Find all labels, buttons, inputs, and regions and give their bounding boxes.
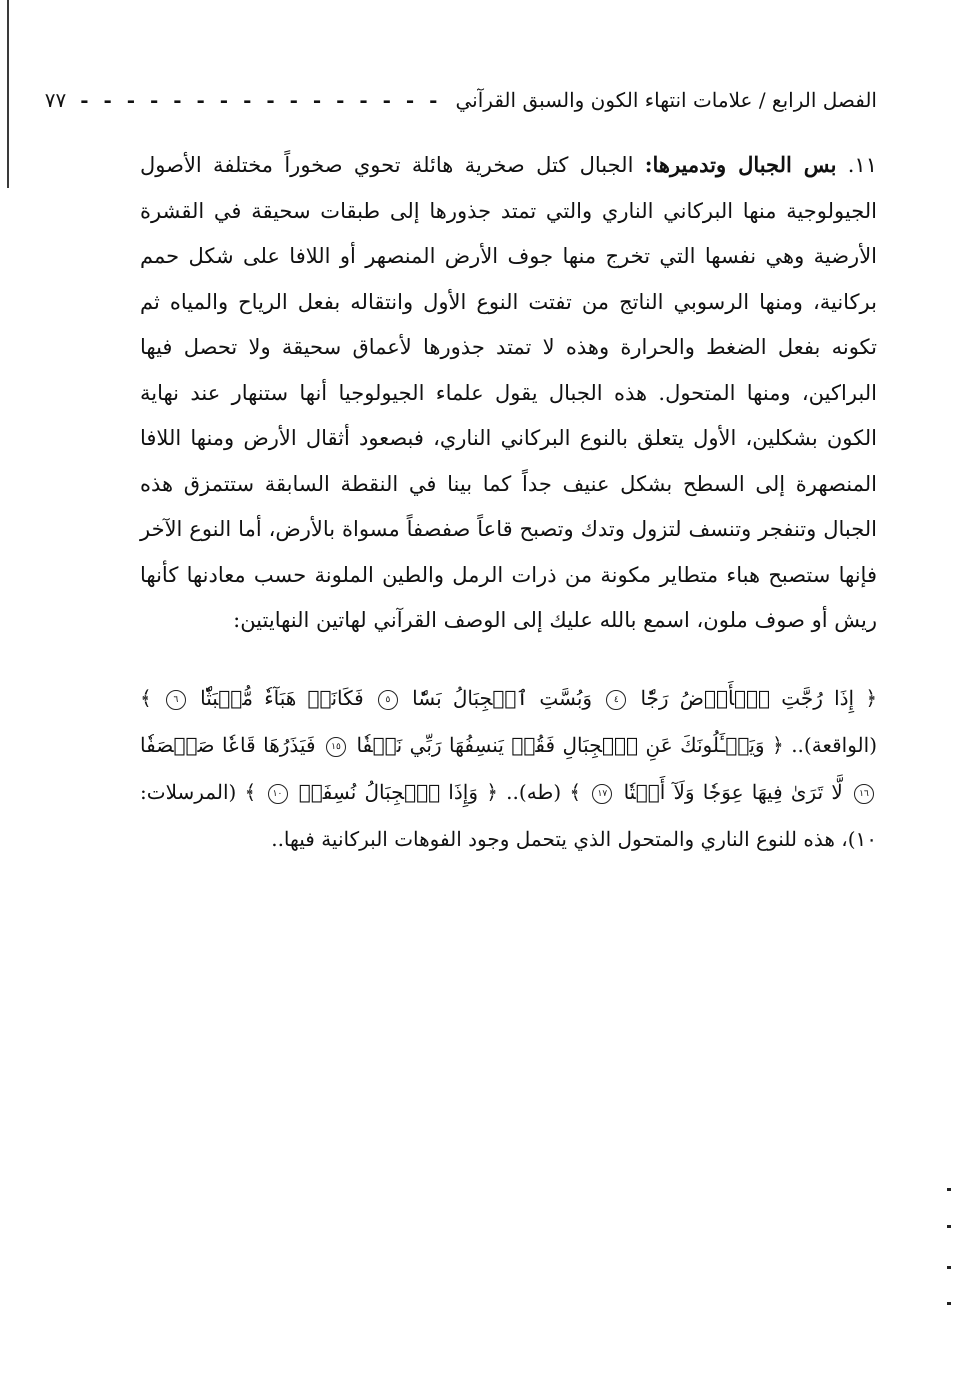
section-heading: بس الجبال وتدميرها: bbox=[644, 152, 837, 177]
surah-reference: (الواقعة).. bbox=[791, 733, 877, 757]
ornate-bracket-open: ﴿ bbox=[486, 780, 498, 804]
ayah-number-icon: ٤ bbox=[606, 690, 626, 710]
quran-citations bbox=[140, 675, 877, 863]
verse-text: وَإِذَا ٱلۡجِبَالُ نُسِفَتۡ bbox=[298, 780, 478, 804]
page-header bbox=[44, 82, 877, 118]
verse-text: وَيَسۡـَٔلُونَكَ عَنِ ٱلۡجِبَالِ فَقُلۡ يَنسِفُهَا رَبِّي نَسۡفٗا bbox=[356, 733, 765, 757]
ayah-number-icon: ١٠ bbox=[268, 784, 288, 804]
verse-text: فَيَذَرُهَا قَاعٗا صَفۡصَفٗا bbox=[140, 733, 316, 757]
running-title: الفصل الرابع / علامات انتهاء الكون والسبق القرآني bbox=[455, 88, 877, 112]
main-paragraph bbox=[140, 142, 877, 644]
dash-leader: - - - - - - - - - - - - - - - - bbox=[80, 88, 442, 112]
verse-text: لَّا تَرَىٰ فِيهَا عِوَجٗا وَلَآ أَمۡتٗا bbox=[623, 780, 843, 804]
closing-sentence: هذه للنوع الناري والمتحول الذي يتحمل وجود الفوهات البركانية فيها.. bbox=[271, 827, 835, 851]
ayah-number-icon: ٥ bbox=[378, 690, 398, 710]
ayah-number-icon: ٦ bbox=[166, 690, 186, 710]
ornate-bracket-close: ﴾ bbox=[569, 780, 582, 804]
ornate-bracket-close: ﴾ bbox=[140, 686, 152, 710]
verse-text: وَبُسَّتِ ٱلۡجِبَالُ بَسّٗا bbox=[412, 686, 593, 710]
ayah-number-icon: ١٥ bbox=[326, 737, 346, 757]
page-number: ٧٧ bbox=[44, 88, 67, 112]
ayah-number-icon: ١٧ bbox=[592, 784, 612, 804]
section-number: ١١. bbox=[847, 153, 877, 177]
scan-margin-marks bbox=[947, 1180, 953, 1320]
ornate-bracket-open: ﴿ bbox=[772, 733, 784, 757]
verse-text: إِذَا رُجَّتِ ٱلۡأَرۡضُ رَجّٗا bbox=[640, 686, 855, 710]
surah-reference: (طه).. bbox=[506, 780, 562, 804]
section-body: الجبال كتل صخرية هائلة تحوي صخوراً مختلفة الأصول الجيولوجية منها البركاني الناري والتي تمتد جذورها إلى طبقات سحيقة في القشرة الأرضية وهي نفسها التي تخرج منها جوف الأرض المنصهر أو اللافا على شكل حمم بركانية، ومنها الرسوبي الناتج من تفتت النوع الأول وانتقاله بفعل الرياح والمياه ثم تكونه بفعل الضغط والحرارة وهذه لا تمتد جذورها لأعماق سحيقة ولا تحصل فيها البراكين، ومنها المتحول. هذه الجبال يقول علماء الجيولوجيا أنها ستنهار عند نهاية الكون بشكلين، الأول يتعلق بالنوع البركاني الناري، فبصعود أثقال الأرض ومنها اللافا المنصهرة إلى السطح بشكل عنيف جداً كما بينا في النقطة السابقة ستتمزق هذه الجبال وتنفجر وتنسف لتزول وتدك وتصبح قاعاً صفصفاً مسواة بالأرض، أما النوع الآخر فإنها ستصبح هباء متطاير مكونة من ذرات الرمل والطين الملونة حسب معادنها كأنها ريش أو صوف ملون، اسمع بالله عليك إلى الوصف القرآني لهاتين النهايتين: bbox=[140, 153, 877, 632]
ayah-number-icon: ١٦ bbox=[854, 784, 874, 804]
ornate-bracket-close: ﴾ bbox=[244, 780, 257, 804]
verse-text: فَكَانَتۡ هَبَآءٗ مُّنۢبَثّٗا bbox=[200, 686, 364, 710]
surah-reference: (المرسلات: ١٠)، bbox=[140, 780, 877, 851]
scan-edge-mark bbox=[7, 0, 9, 188]
ornate-bracket-open: ﴿ bbox=[865, 686, 878, 710]
